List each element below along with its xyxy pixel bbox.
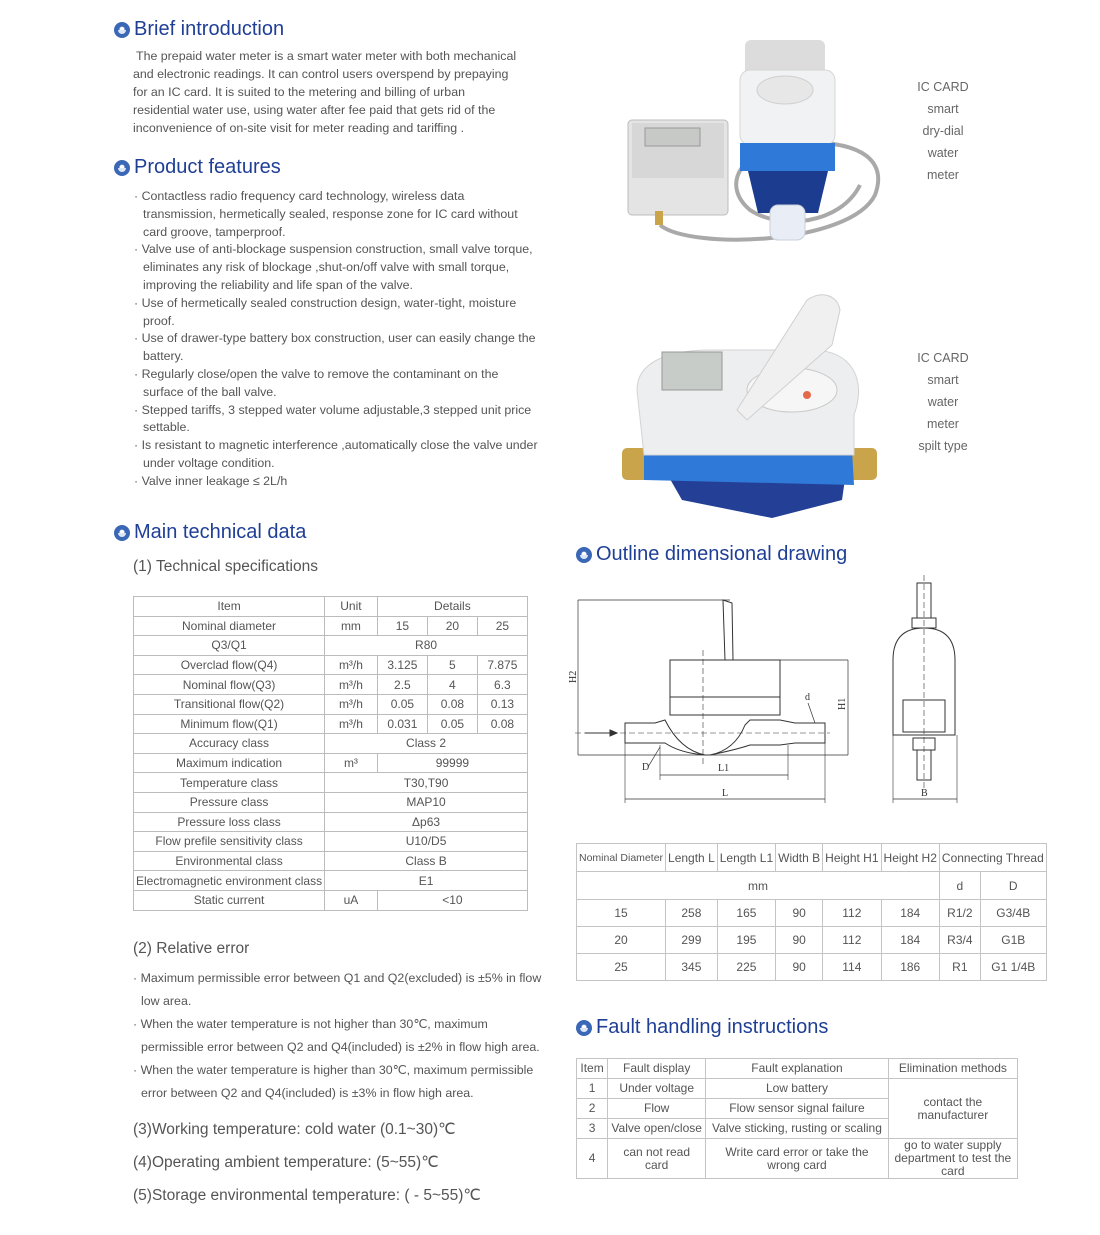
cell: Valve sticking, rusting or scaling <box>706 1119 888 1139</box>
cell: 165 <box>717 900 775 927</box>
table-row <box>134 694 528 714</box>
split-type-meter-image <box>622 290 882 520</box>
section-bullet-icon <box>576 547 592 563</box>
temperature-list <box>133 1113 481 1212</box>
cell: 2 <box>577 1099 608 1119</box>
item-cell: Temperature class <box>134 773 325 793</box>
cell: 20 <box>577 927 666 954</box>
unit-cell: D <box>980 872 1046 900</box>
table-row <box>134 832 528 852</box>
outline-title: Outline dimensional drawing <box>596 543 848 565</box>
cell: 299 <box>666 927 718 954</box>
pipe-outline <box>625 720 825 755</box>
table-header-row <box>577 1059 1018 1079</box>
section-bullet-icon <box>114 22 130 38</box>
header-cell: Fault display <box>608 1059 706 1079</box>
header-cell: Height H2 <box>881 844 939 872</box>
lid-outline <box>723 600 733 660</box>
cell: 3 <box>577 1119 608 1139</box>
cell: R3/4 <box>939 927 980 954</box>
header-cell: Unit <box>325 597 378 617</box>
caption-line: smart <box>927 102 959 116</box>
label-b: B <box>921 788 928 799</box>
unit-row <box>577 872 1047 900</box>
cell: R1 <box>939 954 980 981</box>
value-cell: 6.3 <box>477 675 527 695</box>
features-heading <box>114 156 281 179</box>
cell: Low battery <box>706 1079 888 1099</box>
item-cell: Pressure loss class <box>134 812 325 832</box>
features-list <box>134 188 539 491</box>
value-cell: 3.125 <box>377 655 427 675</box>
cell: G1 1/4B <box>980 954 1046 981</box>
value-cell: MAP10 <box>325 792 528 812</box>
item-cell: Transitional flow(Q2) <box>134 694 325 714</box>
table-row <box>134 812 528 832</box>
table-row <box>134 734 528 754</box>
feature-item: · Use of hermetically sealed construction design, water-tight, moisture proof. <box>134 295 517 328</box>
error-item: · Maximum permissible error between Q1 and Q2(excluded) is ±5% in flow low area. <box>133 971 542 1008</box>
value-cell: 25 <box>477 616 527 636</box>
table-row <box>134 636 528 656</box>
error-list <box>133 967 548 1105</box>
cell: go to water supply department to test the card <box>888 1139 1017 1179</box>
brief-text: The prepaid water meter is a smart water meter with both mechanical and electronic readings. It can control users overspend by prepaying for an IC card. It is suited to the metering and billing of urban residential water use, using water after fee paid that gets rid of the inconvenience of on-site visit for meter reading and tariffing . <box>133 49 517 135</box>
fault-heading <box>576 1016 828 1039</box>
unit-cell: mm <box>577 872 940 900</box>
header-cell: Details <box>377 597 527 617</box>
outline-drawing <box>570 575 1010 810</box>
image1-caption <box>908 76 978 186</box>
label-h2: H2 <box>568 670 579 683</box>
cell: 186 <box>881 954 939 981</box>
meter-lcd <box>662 352 722 390</box>
cell: 4 <box>577 1139 608 1179</box>
cell: 25 <box>577 954 666 981</box>
cell: 114 <box>823 954 881 981</box>
cell: Flow sensor signal failure <box>706 1099 888 1119</box>
cell: 15 <box>577 900 666 927</box>
table-header-row <box>134 597 528 617</box>
value-cell: 7.875 <box>477 655 527 675</box>
value-cell: 0.031 <box>377 714 427 734</box>
value-cell: T30,T90 <box>325 773 528 793</box>
feature-item: · Contactless radio frequency card technology, wireless data transmission, hermetically sealed, response zone for IC card without card groove, tamperproof. <box>134 189 518 239</box>
unit-cell: m³ <box>325 753 378 773</box>
table-row <box>134 792 528 812</box>
error-item: · When the water temperature is not higher than 30℃, maximum permissible error between Q2 and Q4(included) is ±2% in flow high area. <box>133 1017 540 1054</box>
body-outline <box>670 660 780 715</box>
outline-heading <box>576 543 847 566</box>
label-l1: L1 <box>718 763 730 774</box>
cell: 345 <box>666 954 718 981</box>
caption-line: spilt type <box>918 439 968 453</box>
item-cell: Accuracy class <box>134 734 325 754</box>
cell: Valve open/close <box>608 1119 706 1139</box>
header-cell: Elimination methods <box>888 1059 1017 1079</box>
brief-title: Brief introduction <box>134 18 285 40</box>
connector <box>655 211 663 225</box>
features-title: Product features <box>134 156 281 178</box>
header-cell: Connecting Thread <box>939 844 1046 872</box>
unit-cell: m³/h <box>325 694 378 714</box>
item-cell: Environmental class <box>134 851 325 871</box>
cell: 184 <box>881 927 939 954</box>
unit-cell: uA <box>325 890 378 910</box>
table-row <box>134 851 528 871</box>
header-cell: Item <box>134 597 325 617</box>
cell: 195 <box>717 927 775 954</box>
label-D: D <box>642 762 650 773</box>
feature-item: · Valve inner leakage ≤ 2L/h <box>134 473 288 488</box>
caption-line: meter <box>927 417 959 431</box>
label-h1: H1 <box>837 697 848 710</box>
dial-pointer <box>803 391 811 399</box>
table-row <box>134 753 528 773</box>
brief-heading <box>114 18 284 41</box>
cell: 90 <box>776 954 823 981</box>
value-cell: 4 <box>427 675 477 695</box>
section-bullet-icon <box>114 160 130 176</box>
cell: G3/4B <box>980 900 1046 927</box>
cell: 258 <box>666 900 718 927</box>
spec-subtitle: (1) Technical specifications <box>133 558 318 575</box>
temperature-item: (5)Storage environmental temperature: ( - 5~55)℃ <box>133 1187 481 1204</box>
cell: 1 <box>577 1079 608 1099</box>
cell: R1/2 <box>939 900 980 927</box>
cell: 112 <box>823 900 881 927</box>
value-cell: 99999 <box>377 753 527 773</box>
header-cell: Fault explanation <box>706 1059 888 1079</box>
header-cell: Nominal Diameter <box>577 844 666 872</box>
value-cell: 0.13 <box>477 694 527 714</box>
fault-title: Fault handling instructions <box>596 1016 829 1038</box>
table-row <box>134 714 528 734</box>
header-cell: Height H1 <box>823 844 881 872</box>
temperature-item: (4)Operating ambient temperature: (5~55)℃ <box>133 1154 439 1171</box>
label-l: L <box>722 788 729 799</box>
table-row <box>134 616 528 636</box>
caption-line: IC CARD <box>917 351 969 365</box>
value-cell: 0.05 <box>427 714 477 734</box>
feature-item: · Is resistant to magnetic interference ,automatically close the valve under under voltage condition. <box>134 438 538 470</box>
header-cell: Width B <box>776 844 823 872</box>
error-item: · When the water temperature is higher than 30℃, maximum permissible error between Q2 and Q4(included) is ±3% in flow high area. <box>133 1063 534 1100</box>
item-cell: Electromagnetic environment class <box>134 871 325 891</box>
value-cell: E1 <box>325 871 528 891</box>
caption-line: IC CARD <box>917 80 969 94</box>
meter-blue-band <box>740 143 835 171</box>
temperature-item: (3)Working temperature: cold water (0.1~30)℃ <box>133 1121 456 1138</box>
dry-dial-meter-image <box>600 35 890 250</box>
unit-cell: mm <box>325 616 378 636</box>
caption-line: smart <box>927 373 959 387</box>
cell: Under voltage <box>608 1079 706 1099</box>
table-row <box>577 900 1047 927</box>
controller-lcd <box>645 128 700 146</box>
unit-cell: d <box>939 872 980 900</box>
feature-item: · Valve use of anti-blockage suspension construction, small valve torque, eliminates any risk of blockage ,shut-on/off valve with small torque, improving the reliability and life span of the valve. <box>134 242 533 292</box>
caption-line: water <box>927 395 959 409</box>
cell: can not read card <box>608 1139 706 1179</box>
item-cell: Flow prefile sensitivity class <box>134 832 325 852</box>
header-cell: Length L1 <box>717 844 775 872</box>
fault-table <box>576 1058 1018 1179</box>
caption-line: dry-dial <box>922 124 964 138</box>
cell: Flow <box>608 1099 706 1119</box>
error-subtitle: (2) Relative error <box>133 940 250 957</box>
item-cell: Minimum flow(Q1) <box>134 714 325 734</box>
leader-d <box>808 703 815 723</box>
feature-item: · Regularly close/open the valve to remove the contaminant on the surface of the ball valve. <box>134 366 499 399</box>
spec-table <box>133 596 528 911</box>
value-cell: 0.08 <box>427 694 477 714</box>
feature-item: · Use of drawer-type battery box construction, user can easily change the battery. <box>134 331 536 364</box>
value-cell: 5 <box>427 655 477 675</box>
value-cell: 2.5 <box>377 675 427 695</box>
unit-cell: m³/h <box>325 655 378 675</box>
image2-caption <box>908 347 978 457</box>
table-row <box>577 954 1047 981</box>
cell: 184 <box>881 900 939 927</box>
table-row <box>134 675 528 695</box>
item-cell: Overclad flow(Q4) <box>134 655 325 675</box>
item-cell: Pressure class <box>134 792 325 812</box>
meter-cap <box>770 205 805 240</box>
value-cell: R80 <box>325 636 528 656</box>
technical-heading <box>114 521 306 544</box>
front-body <box>893 628 955 735</box>
caption-line: water <box>927 146 959 160</box>
table-row <box>577 1079 1018 1099</box>
cell: 90 <box>776 900 823 927</box>
value-cell: Class 2 <box>325 734 528 754</box>
section-bullet-icon <box>576 1020 592 1036</box>
table-row <box>577 927 1047 954</box>
value-cell: <10 <box>377 890 527 910</box>
cell: 112 <box>823 927 881 954</box>
cell: G1B <box>980 927 1046 954</box>
merged-method-cell: contact the manufacturer <box>888 1079 1017 1139</box>
value-cell: U10/D5 <box>325 832 528 852</box>
cell: Write card error or take the wrong card <box>706 1139 888 1179</box>
value-cell: 15 <box>377 616 427 636</box>
feature-item: · Stepped tariffs, 3 stepped water volume adjustable,3 stepped unit price settable. <box>134 402 532 435</box>
table-row <box>134 655 528 675</box>
caption-line: meter <box>927 168 959 182</box>
table-row <box>577 1139 1018 1179</box>
item-cell: Maximum indication <box>134 753 325 773</box>
meter-dial-window <box>757 76 813 104</box>
item-cell: Nominal diameter <box>134 616 325 636</box>
item-cell: Static current <box>134 890 325 910</box>
table-row <box>134 773 528 793</box>
table-row <box>134 890 528 910</box>
value-cell: 0.05 <box>377 694 427 714</box>
header-cell: Item <box>577 1059 608 1079</box>
value-cell: Class B <box>325 851 528 871</box>
table-header-row <box>577 844 1047 872</box>
cell: 90 <box>776 927 823 954</box>
leader-D <box>648 747 660 767</box>
value-cell: 0.08 <box>477 714 527 734</box>
item-cell: Q3/Q1 <box>134 636 325 656</box>
cell: 225 <box>717 954 775 981</box>
value-cell: Δp63 <box>325 812 528 832</box>
value-cell: 20 <box>427 616 477 636</box>
label-d: d <box>805 692 810 703</box>
unit-cell: m³/h <box>325 675 378 695</box>
dimension-table <box>576 843 1047 981</box>
header-cell: Length L <box>666 844 718 872</box>
table-row <box>134 871 528 891</box>
unit-cell: m³/h <box>325 714 378 734</box>
technical-title: Main technical data <box>134 521 307 543</box>
item-cell: Nominal flow(Q3) <box>134 675 325 695</box>
section-bullet-icon <box>114 525 130 541</box>
